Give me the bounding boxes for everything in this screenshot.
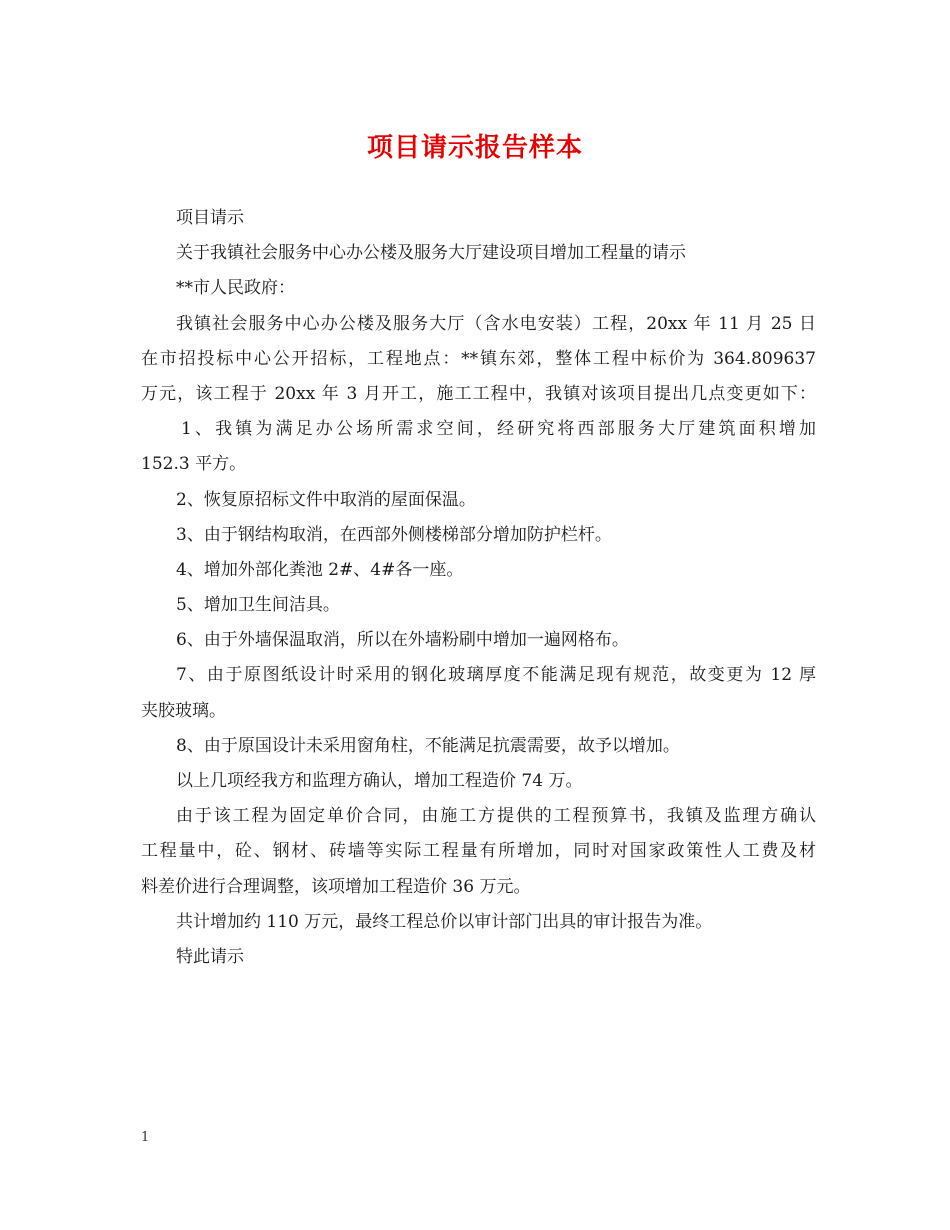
- item-7-line-2: 夹胶玻璃。: [141, 700, 226, 721]
- item-5: 5、增加卫生间洁具。: [176, 595, 340, 616]
- page-number: 1: [141, 1130, 150, 1145]
- adjustment-line-2: 工程量中，砼、钢材、砖墙等实际工程量有所增加，同时对国家政策性人工费及材: [141, 841, 816, 862]
- document-body: [141, 201, 816, 975]
- intro-line-2: 在市招投标中心公开招标，工程地点：**镇东郊，整体工程中标价为 364.809637: [141, 348, 816, 369]
- total-line: 共计增加约 110 万元，最终工程总价以审计部门出具的审计报告为准。: [176, 911, 713, 932]
- item-2: 2、恢复原招标文件中取消的屋面保温。: [176, 489, 476, 510]
- item-3: 3、由于钢结构取消，在西部外侧楼梯部分增加防护栏杆。: [176, 524, 612, 545]
- intro-line-1: 我镇社会服务中心办公楼及服务大厅（含水电安装）工程，20xx 年 11 月 25 日: [176, 313, 816, 334]
- closing-line: 特此请示: [176, 946, 244, 967]
- request-heading: 关于我镇社会服务中心办公楼及服务大厅建设项目增加工程量的请示: [176, 243, 686, 264]
- document-title: 项目请示报告样本: [366, 133, 583, 163]
- adjustment-line-3: 料差价进行合理调整，该项增加工程造价 36 万元。: [141, 876, 531, 897]
- item-8: 8、由于原国设计未采用窗角柱，不能满足抗震需要，故予以增加。: [176, 735, 680, 756]
- item-4: 4、增加外部化粪池 2#、4#各一座。: [176, 559, 464, 580]
- item-7-line-1: 7、由于原图纸设计时采用的钢化玻璃厚度不能满足现有规范，故变更为 12 厚: [176, 665, 816, 686]
- intro-line-3: 万元，该工程于 20xx 年 3 月开工，施工工程中，我镇对该项目提出几点变更如下：: [141, 383, 816, 404]
- item-1-line-1: 1、我镇为满足办公场所需求空间，经研究将西部服务大厅建筑面积增加: [181, 419, 816, 440]
- subject-label: 项目请示: [176, 208, 244, 228]
- addressee: **市人民政府：: [176, 278, 295, 299]
- item-1-line-2: 152.3 平方。: [141, 454, 247, 475]
- cost-summary: 以上几项经我方和监理方确认，增加工程造价 74 万。: [176, 771, 583, 791]
- item-6: 6、由于外墙保温取消，所以在外墙粉刷中增加一遍网格布。: [176, 630, 629, 651]
- adjustment-line-1: 由于该工程为固定单价合同，由施工方提供的工程预算书，我镇及监理方确认: [176, 806, 816, 827]
